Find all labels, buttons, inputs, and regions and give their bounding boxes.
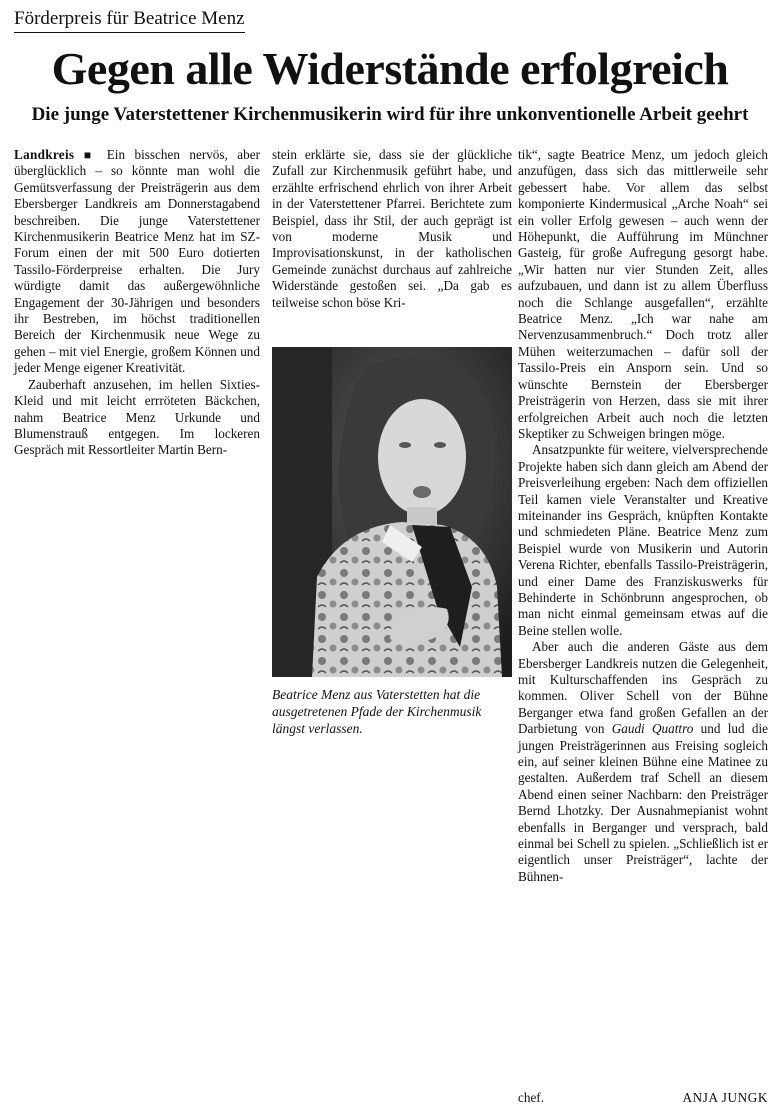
paragraph-text: und lud die jungen Preisträgerinnen aus Freising sogleich ein, auf seiner kleinen Bühne eine Matinee zu gestalten. Außerdem traf Schell an diesem Abend einen seiner Nachbarn: den Preisträger Bernd Lhotzky. Der Ausnahmepianist wohnt ebenfalls in Berganger und versprach, bald einmal bei Schell zu spielen. „Schließlich ist er eigentlich unser Preisträger“, lachte der Bühnen- xyxy=(518,721,769,884)
paragraph: tik“, sagte Beatrice Menz, um jedoch gleich anzufügen, dass sich das mittlerweile sehr gebessert habe. Vor allem das selbst komponierte Kindermusical „Arche Noah“ sei ein voller Erfolg gewesen – auch wenn der Höhepunkt, die Aufführung im Münchner Gasteig, für große Aufregung gesorgt habe. „Wir hatten nur vier Stunden Zeit, alles aufzubauen, und dann ist zu allem Überfluss noch die Schlange ausgefallen“, erzählte Beatrice Menz. „Ich war nahe am Nervenzusammenbruch.“ Doch trotz aller Mühen weiterzumachen – dafür soll der Tassilo-Preis ein Ansporn sein. Und so wünschte Bernstein der Ebersberger Preisträgerin von Herzen, dass sie mit ihrer erfolgreichen Arbeit auch noch die letzten Skeptiker zu Schweigen bringen möge. xyxy=(518,147,768,441)
column-2 xyxy=(272,147,512,311)
closing-line xyxy=(518,1090,768,1106)
portrait-photo xyxy=(272,347,512,677)
column-1 xyxy=(14,147,260,459)
group-name: Gaudi Quattro xyxy=(611,721,694,737)
paragraph-text: Aber auch die anderen Gäste aus dem Ebersberger Landkreis nutzen die Gelegenheit, mit Kulturschaffenden ins Gespräch zu kommen. Oliver Schell von der Bühne Berganger etwa fand großen Gefallen an der Darbietung von xyxy=(518,639,768,737)
paragraph xyxy=(14,147,260,377)
paragraph: stein erklärte sie, dass sie der glückliche Zufall zur Kirchenmusik geführt habe, und erzählte erfrischend ehrlich von ihrer Arbeit in der Vaterstettener Pfarrei. Berichtete zum Beispiel, dass ihr Stil, der auch geprägt ist von moderne Musik und Improvisationskunst, in der katholischen Gemeinde zunächst durchaus auf zahlreiche Widerstände gestoßen sei. „Da gab es teilweise schon böse Kri- xyxy=(272,147,512,310)
closing-word: chef. xyxy=(518,1090,544,1105)
headline: Gegen alle Widerstände erfolgreich xyxy=(51,43,729,94)
paragraph xyxy=(518,639,768,885)
paragraph-text: Ein bisschen nervös, aber überglücklich – so könnte man wohl die Gemütsverfassung der Preisträgerin aus dem Ebersberger Landkreis am Donnerstagabend beschreiben. Die junge Vaterstettener Kirchenmusikerin Beatrice Menz hat im SZ-Forum einen der mit 500 Euro dotierten Tassilo-Förderpreise erhalten. Die Jury würdigte damit das außergewöhnliche Engagement der 30-Jährigen und besonders ihr Bestreben, im höchst traditionellen Bereich der Kirchenmusik neue Wege zu gehen – mit viel Energie, großem Können und jeder Menge eigener Kreativität. xyxy=(14,147,260,376)
paragraph: Zauberhaft anzusehen, im hellen Sixties-Kleid und mit leicht errröteten Bäckchen, nahm Beatrice Menz Urkunde und Blumenstrauß entgegen. Im lockeren Gespräch mit Ressortleiter Martin Bern- xyxy=(14,376,260,458)
dateline: Landkreis xyxy=(14,147,75,162)
author-byline: ANJA JUNGK xyxy=(682,1090,768,1105)
subheadline: Die junge Vaterstettener Kirchenmusikerin wird für ihre unkonventionelle Arbeit geehrt xyxy=(31,104,749,125)
kicker-line: Förderpreis für Beatrice Menz xyxy=(14,8,245,33)
portrait-illustration xyxy=(272,347,512,677)
column-3 xyxy=(518,147,768,885)
photo-caption: Beatrice Menz aus Vaterstetten hat die ausgetretenen Pfade der Kirchenmusik längst verlassen. xyxy=(272,687,482,736)
square-bullet-icon: ■ xyxy=(83,148,98,162)
paragraph: Ansatzpunkte für weitere, vielversprechende Projekte haben sich dann gleich am Abend der Preisverleihung ergeben: Nach dem offiziellen Teil kamen viele Veranstalter und Kreative miteinander ins Gespräch, knüpften Kontakte und schmiedeten Pläne. Beatrice Menz zum Beispiel wurde von Musikerin und Autorin Verena Richter, ebenfalls Tassilo-Preisträgerin, und einer Dame des Franziskuswerks für Behinderte in Schönbrunn angesprochen, ob man nicht einmal gemeinsam etwas auf die Beine stellen wolle. xyxy=(518,442,768,638)
